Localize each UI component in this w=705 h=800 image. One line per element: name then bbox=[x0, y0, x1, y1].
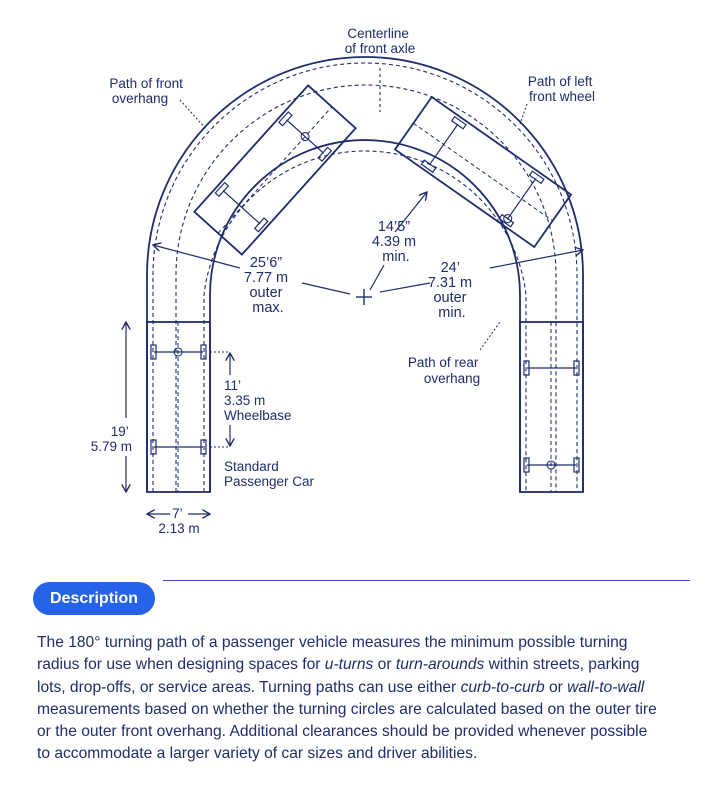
section-divider bbox=[163, 580, 690, 581]
label-car-name: Standard Passenger Car bbox=[224, 459, 315, 489]
description-text-segment: The 180° turning path of a passenger vehicle measures the minimum possible turning radius for use when designing spaces for bbox=[37, 634, 628, 674]
description-text-segment: or bbox=[544, 678, 568, 696]
outer-turning-path bbox=[147, 57, 583, 492]
description-text-segment: or bbox=[373, 656, 396, 674]
leader-rear-overhang bbox=[480, 322, 500, 350]
description-emphasis: turn-arounds bbox=[395, 656, 485, 674]
description-text-segment: within streets, parking lots, drop-offs, or service areas. Turning paths can use either bbox=[37, 656, 640, 696]
path-front-overhang-line bbox=[153, 63, 577, 492]
description-emphasis: wall-to-wall bbox=[567, 678, 645, 696]
label-centerline: Centerline of front axle bbox=[344, 26, 416, 56]
description-text-segment: measurements based on whether the turning circles are calculated based on the outer tire or the outer front overhang. Additional clearances should be provided whenever possible to accommodate a larger variety of car sizes and driver abilities. bbox=[37, 700, 657, 763]
leader-left-front-wheel bbox=[520, 104, 527, 124]
label-path-front-overhang: Path of front overhang bbox=[109, 76, 183, 106]
arrow-inner-min-tail bbox=[370, 265, 384, 290]
label-outer-max-radius: 25’6” 7.77 m outer max. bbox=[243, 255, 289, 316]
arrow-outer-min-tail bbox=[380, 283, 430, 292]
car-left bbox=[147, 322, 230, 492]
label-path-left-front-wheel: Path of left front wheel bbox=[527, 74, 596, 104]
description-emphasis: curb-to-curb bbox=[460, 678, 545, 696]
arrow-outer-max bbox=[153, 245, 240, 268]
path-rear-overhang-line bbox=[204, 151, 526, 492]
label-wheelbase: 11’ 3.35 m Wheelbase bbox=[224, 378, 292, 423]
label-car-width: 7’ 2.13 m bbox=[158, 506, 200, 536]
inner-turning-path bbox=[210, 140, 520, 492]
turning-center-mark bbox=[356, 289, 372, 305]
arrow-outer-max-tail bbox=[302, 283, 350, 294]
label-outer-min-radius: 24’ 7.31 m outer min. bbox=[427, 260, 473, 321]
label-path-rear-overhang: Path of rear overhang bbox=[407, 355, 481, 386]
leader-front-overhang bbox=[180, 100, 207, 130]
label-car-length: 19’ 5.79 m bbox=[90, 424, 132, 454]
description-paragraph bbox=[37, 632, 657, 766]
car-top-right bbox=[395, 97, 571, 247]
description-emphasis: u-turns bbox=[324, 656, 374, 674]
label-inner-radius: 14’5” 4.39 m min. bbox=[371, 219, 417, 265]
car-right bbox=[520, 322, 583, 492]
arrow-outer-min bbox=[490, 250, 583, 268]
description-button[interactable]: Description bbox=[33, 582, 155, 615]
car-top-left bbox=[194, 85, 355, 254]
path-left-front-wheel-line bbox=[176, 85, 556, 492]
